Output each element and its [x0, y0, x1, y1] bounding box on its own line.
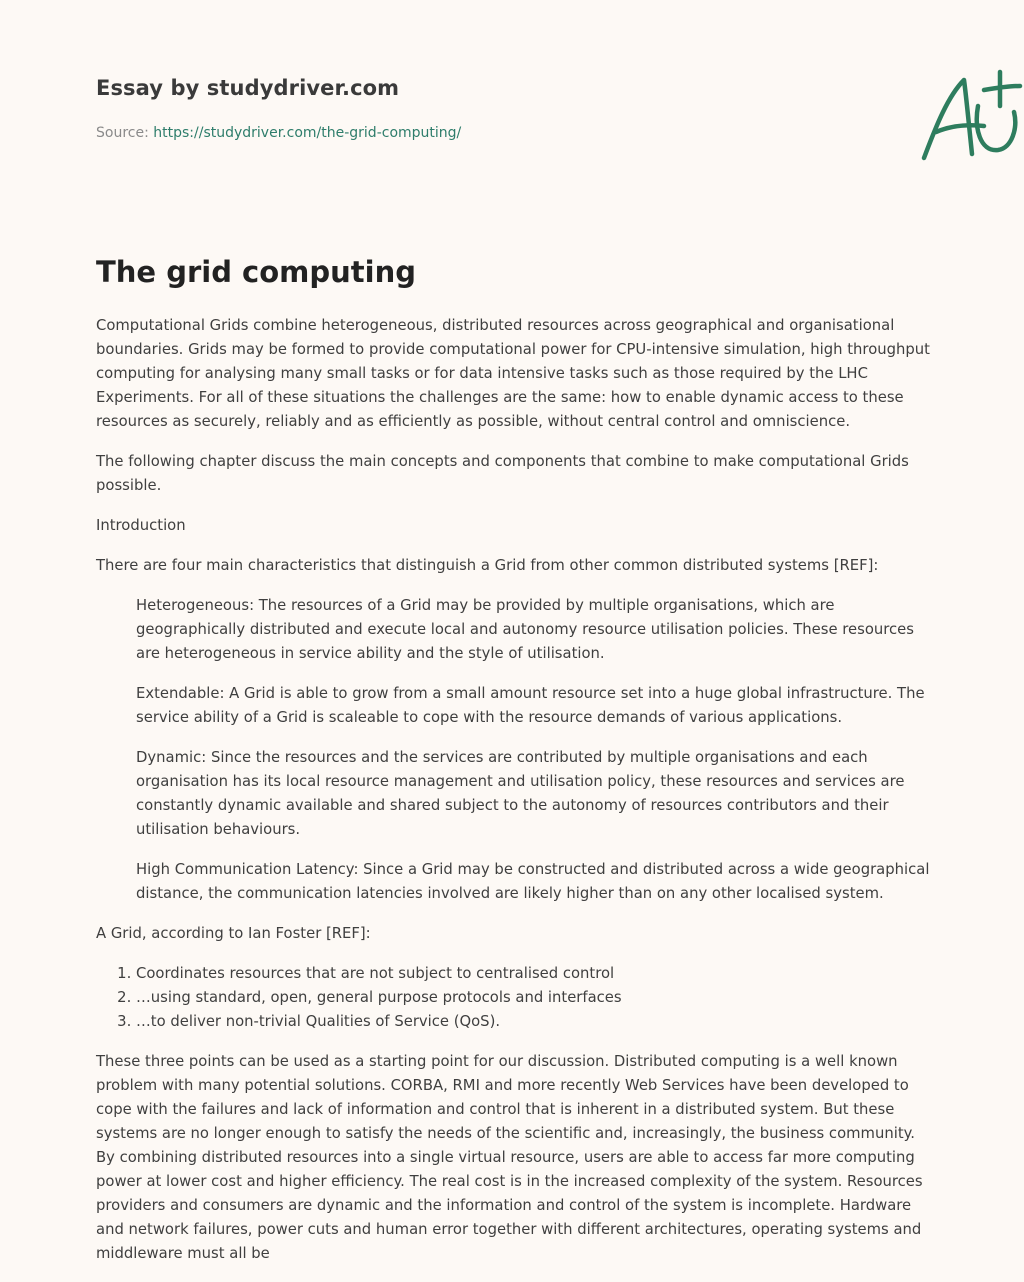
- a-plus-logo-icon: [914, 66, 1024, 166]
- paragraph: These three points can be used as a starting point for our discussion. Distributed computing is a well known problem with many potential solutions. CORBA, RMI and more recently Web Services have been developed to cope with the failures and lack of information and control that is inherent in a distributed system. But these systems are no longer enough to satisfy the needs of the scientific and, increasingly, the business community. By combining distributed resources into a single virtual resource, users are able to access far more computing power at lower cost and higher efficiency. The real cost is in the increased complexity of the system. Resources providers and consumers are dynamic and the information and control of the system is incomplete. Hardware and network failures, power cuts and human error together with different architectures, operating systems and middleware must all be: [96, 1053, 923, 1262]
- brand-title: Essay by studydriver.com: [96, 76, 400, 100]
- numbered-list: [96, 962, 931, 1034]
- source-label: Source:: [96, 125, 154, 141]
- characteristic-item: High Communication Latency: Since a Grid may be constructed and distributed across a wide geographical distance, the communication latencies involved are likely higher than on any other localised system.: [136, 861, 930, 902]
- list-item: 1. Coordinates resources that are not subject to centralised control: [136, 962, 931, 986]
- paragraph: There are four main characteristics that distinguish a Grid from other common distributed systems [REF]:: [96, 557, 879, 574]
- source-line: [96, 125, 461, 141]
- essay-body: [96, 314, 931, 1282]
- list-item: 2. …using standard, open, general purpose protocols and interfaces: [136, 986, 931, 1010]
- paragraph: A Grid, according to Ian Foster [REF]:: [96, 925, 371, 942]
- characteristic-item: Extendable: A Grid is able to grow from a small amount resource set into a huge global infrastructure. The service ability of a Grid is scaleable to cope with the resource demands of various applications.: [136, 685, 925, 726]
- characteristic-item: Heterogeneous: The resources of a Grid may be provided by multiple organisations, which are geographically distributed and execute local and autonomy resource utilisation policies. These resources are heterogeneous in service ability and the style of utilisation.: [136, 597, 914, 662]
- section-heading: Introduction: [96, 517, 186, 534]
- source-link[interactable]: https://studydriver.com/the-grid-computing/: [153, 125, 462, 141]
- list-item: 3. …to deliver non-trivial Qualities of Service (QoS).: [136, 1010, 931, 1034]
- essay-title: The grid computing: [96, 255, 416, 289]
- paragraph: Computational Grids combine heterogeneous, distributed resources across geographical and organisational boundaries. Grids may be formed to provide computational power for CPU-intensive simulation, high throughput computing for analysing many small tasks or for data intensive tasks such as those required by the LHC Experiments. For all of these situations the challenges are the same: how to enable dynamic access to these resources as securely, reliably and as efficiently as possible, without central control and omniscience.: [96, 317, 930, 430]
- characteristic-item: Dynamic: Since the resources and the services are contributed by multiple organisations and each organisation has its local resource management and utilisation policy, these resources and services are constantly dynamic available and shared subject to the autonomy of resources contributors and their utilisation behaviours.: [136, 749, 905, 838]
- paragraph: The following chapter discuss the main concepts and components that combine to make computational Grids possible.: [96, 453, 909, 494]
